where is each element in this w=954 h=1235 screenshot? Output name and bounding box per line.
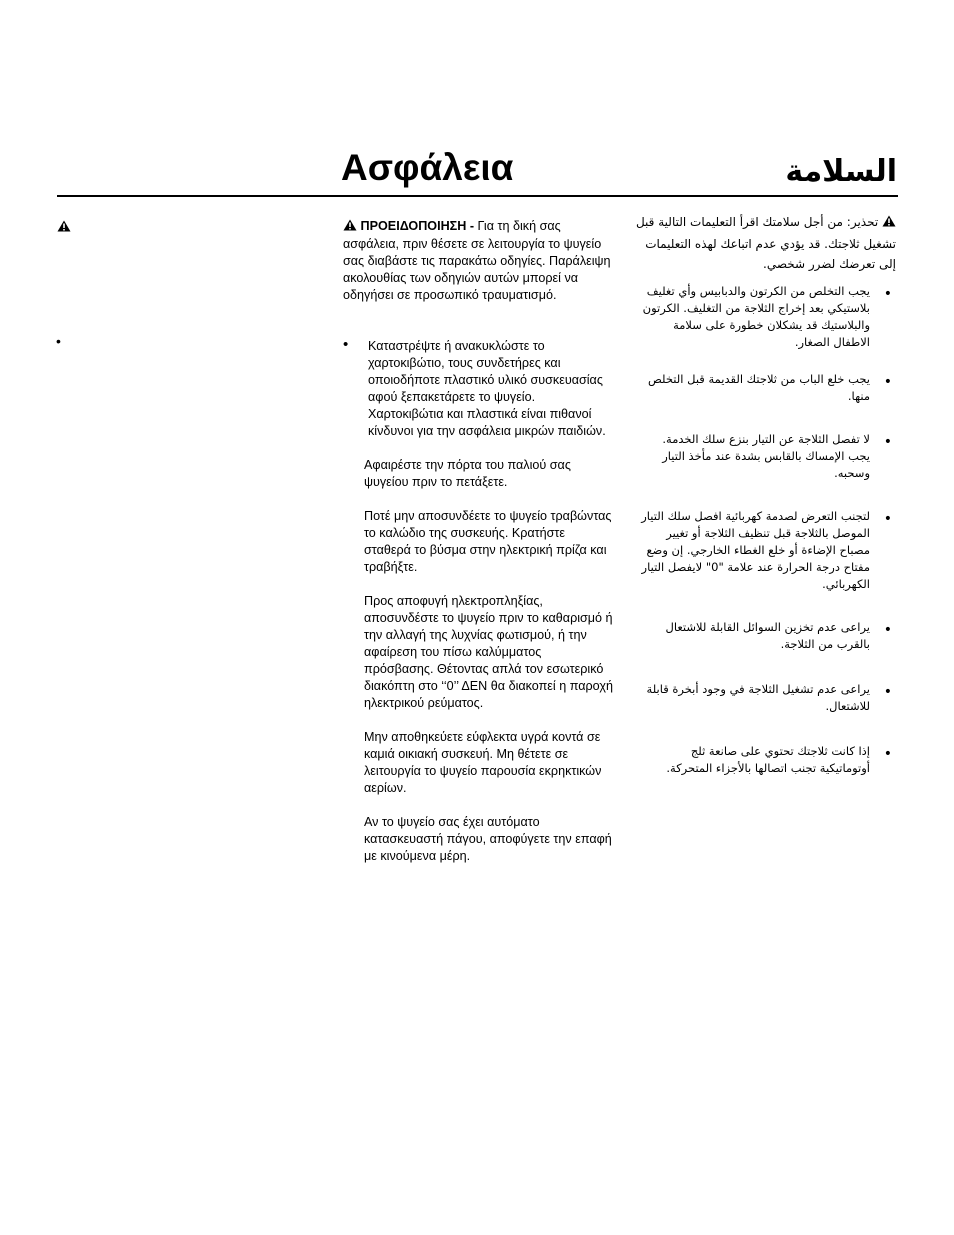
greek-warning-label: ΠΡΟΕΙΔΟΠΟΙΗΣΗ - (360, 219, 475, 233)
bullet: • (883, 373, 892, 390)
greek-paragraph: Ποτέ μην αποσυνδέετε το ψυγείο τραβώντας το καλώδιο της συσκευής. Κρατήστε σταθερά το βύσμα στην ηλεκτρική πρίζα και τραβήξτε. (364, 509, 612, 574)
list-item (630, 743, 896, 777)
warning-icon (57, 219, 71, 237)
arabic-item-text: لا تفصل الثلاجة عن التيار بنزع سلك الخدمة. يجب الإمساك بالقابس بشدة عند مأخذ التيار وسحبه. (662, 431, 870, 480)
greek-warning-intro (343, 218, 613, 304)
warning-icon (882, 213, 896, 234)
bullet: • (883, 621, 892, 638)
bullet: • (883, 433, 892, 450)
greek-paragraph: Αφαιρέστε την πόρτα του παλιού σας ψυγείου πριν το πετάξετε. (364, 458, 571, 489)
greek-paragraph: Αν το ψυγείο σας έχει αυτόματο κατασκευαστή πάγου, αποφύγετε την επαφή με κινούμενα μέρη. (364, 815, 612, 863)
greek-paragraph: Καταστρέψτε ή ανακυκλώστε το χαρτοκιβώτιο, τους συνδετήρες και οποιοδήποτε πλαστικό υλικό συσκευασίας αφού ξεπακετάρετε το ψυγείο. Χαρτοκιβώτια και πλαστικά είναι πιθανοί κίνδυνοι για την ασφάλεια μικρών παιδιών. (368, 339, 606, 438)
bullet: • (883, 285, 892, 302)
arabic-item-text: لتجنب التعرض لصدمة كهربائية افصل سلك التيار الموصل بالثلاجة قبل تنظيف الثلاجة أو تغيير مصباح الإضاءة أو خلع الغطاء الخارجي. إن وضع مفتاح درجة الحرارة عند علامة "0" لايفصل التيار الكهربائي. (641, 508, 870, 591)
bullet: • (883, 683, 892, 700)
arabic-item-text: يراعى عدم تشغيل الثلاجة في وجود أبخرة قابلة للاشتعال. (646, 681, 870, 713)
bullet: • (343, 336, 349, 353)
arabic-item-text: يجب التخلص من الكرتون والدبابيس وأي تغليف بلاستيكي بعد إخراج الثلاجة من التغليف. الكرتون والبلاستيك قد يشكلان خطورة على سلامة الاطفال الصغار. (642, 283, 870, 349)
greek-paragraph: Προς αποφυγή ηλεκτροπληξίας, αποσυνδέστε το ψυγείο πριν το καθαρισμό ή την αλλαγή της λυχνίας φωτισμού, ή την αφαίρεση του πίσω καλύμματος πρόσβασης. Θέτοντας απλά τον εσωτερικό διακόπτη στο ‘‘0’’ ΔΕΝ θα διακοπεί η παροχή ηλεκτρικού ρεύματος. (364, 594, 613, 710)
arabic-safety-list (630, 283, 896, 777)
margin-bullet: • (56, 333, 61, 349)
greek-column (343, 218, 613, 882)
title-divider (57, 195, 898, 197)
list-item (630, 371, 896, 405)
list-item (630, 431, 896, 482)
list-item (630, 508, 896, 593)
bullet: • (883, 745, 892, 762)
warning-icon (343, 219, 357, 236)
greek-safety-list (343, 338, 613, 865)
greek-warning-text: Για τη δική σας ασφάλεια, πριν θέσετε σε λειτουργία το ψυγείο σας διαβάστε τις παρακάτω οδηγίες. Παράλειψη ακολουθίας των οδηγιών αυτών μπορεί να οδηγήσει σε προσωπικό τραυματισμό. (343, 219, 611, 302)
list-item (630, 619, 896, 653)
greek-paragraph: Μην αποθηκεύετε εύφλεκτα υγρά κοντά σε καμιά οικιακή συσκευή. Μη θέτετε σε λειτουργία το ψυγείο παρουσία εκρηκτικών αερίων. (364, 730, 602, 795)
arabic-warning-text: تحذير: من أجل سلامتك اقرأ التعليمات التالية قبل تشغيل ثلاجتك. قد يؤدي عدم اتباعك لهذه التعليمات إلى تعرضك لضرر شخصي. (635, 215, 896, 271)
arabic-warning-intro (630, 212, 896, 275)
arabic-item-text: إذا كانت ثلاجتك تحتوي على صانعة ثلج أوتوماتيكية تجنب اتصالها بالأجزاء المتحركة. (666, 743, 870, 775)
arabic-item-text: يجب خلع الباب من ثلاجتك القديمة قبل التخلص منها. (647, 371, 870, 403)
list-item (630, 681, 896, 715)
arabic-item-text: يراعى عدم تخزين السوائل القابلة للاشتعال بالقرب من الثلاجة. (665, 619, 870, 651)
bullet: • (883, 510, 892, 527)
page-title-arabic: السلامة (785, 154, 897, 189)
page-title-greek: Ασφάλεια (341, 147, 514, 188)
list-item (630, 283, 896, 351)
arabic-column (630, 212, 896, 797)
